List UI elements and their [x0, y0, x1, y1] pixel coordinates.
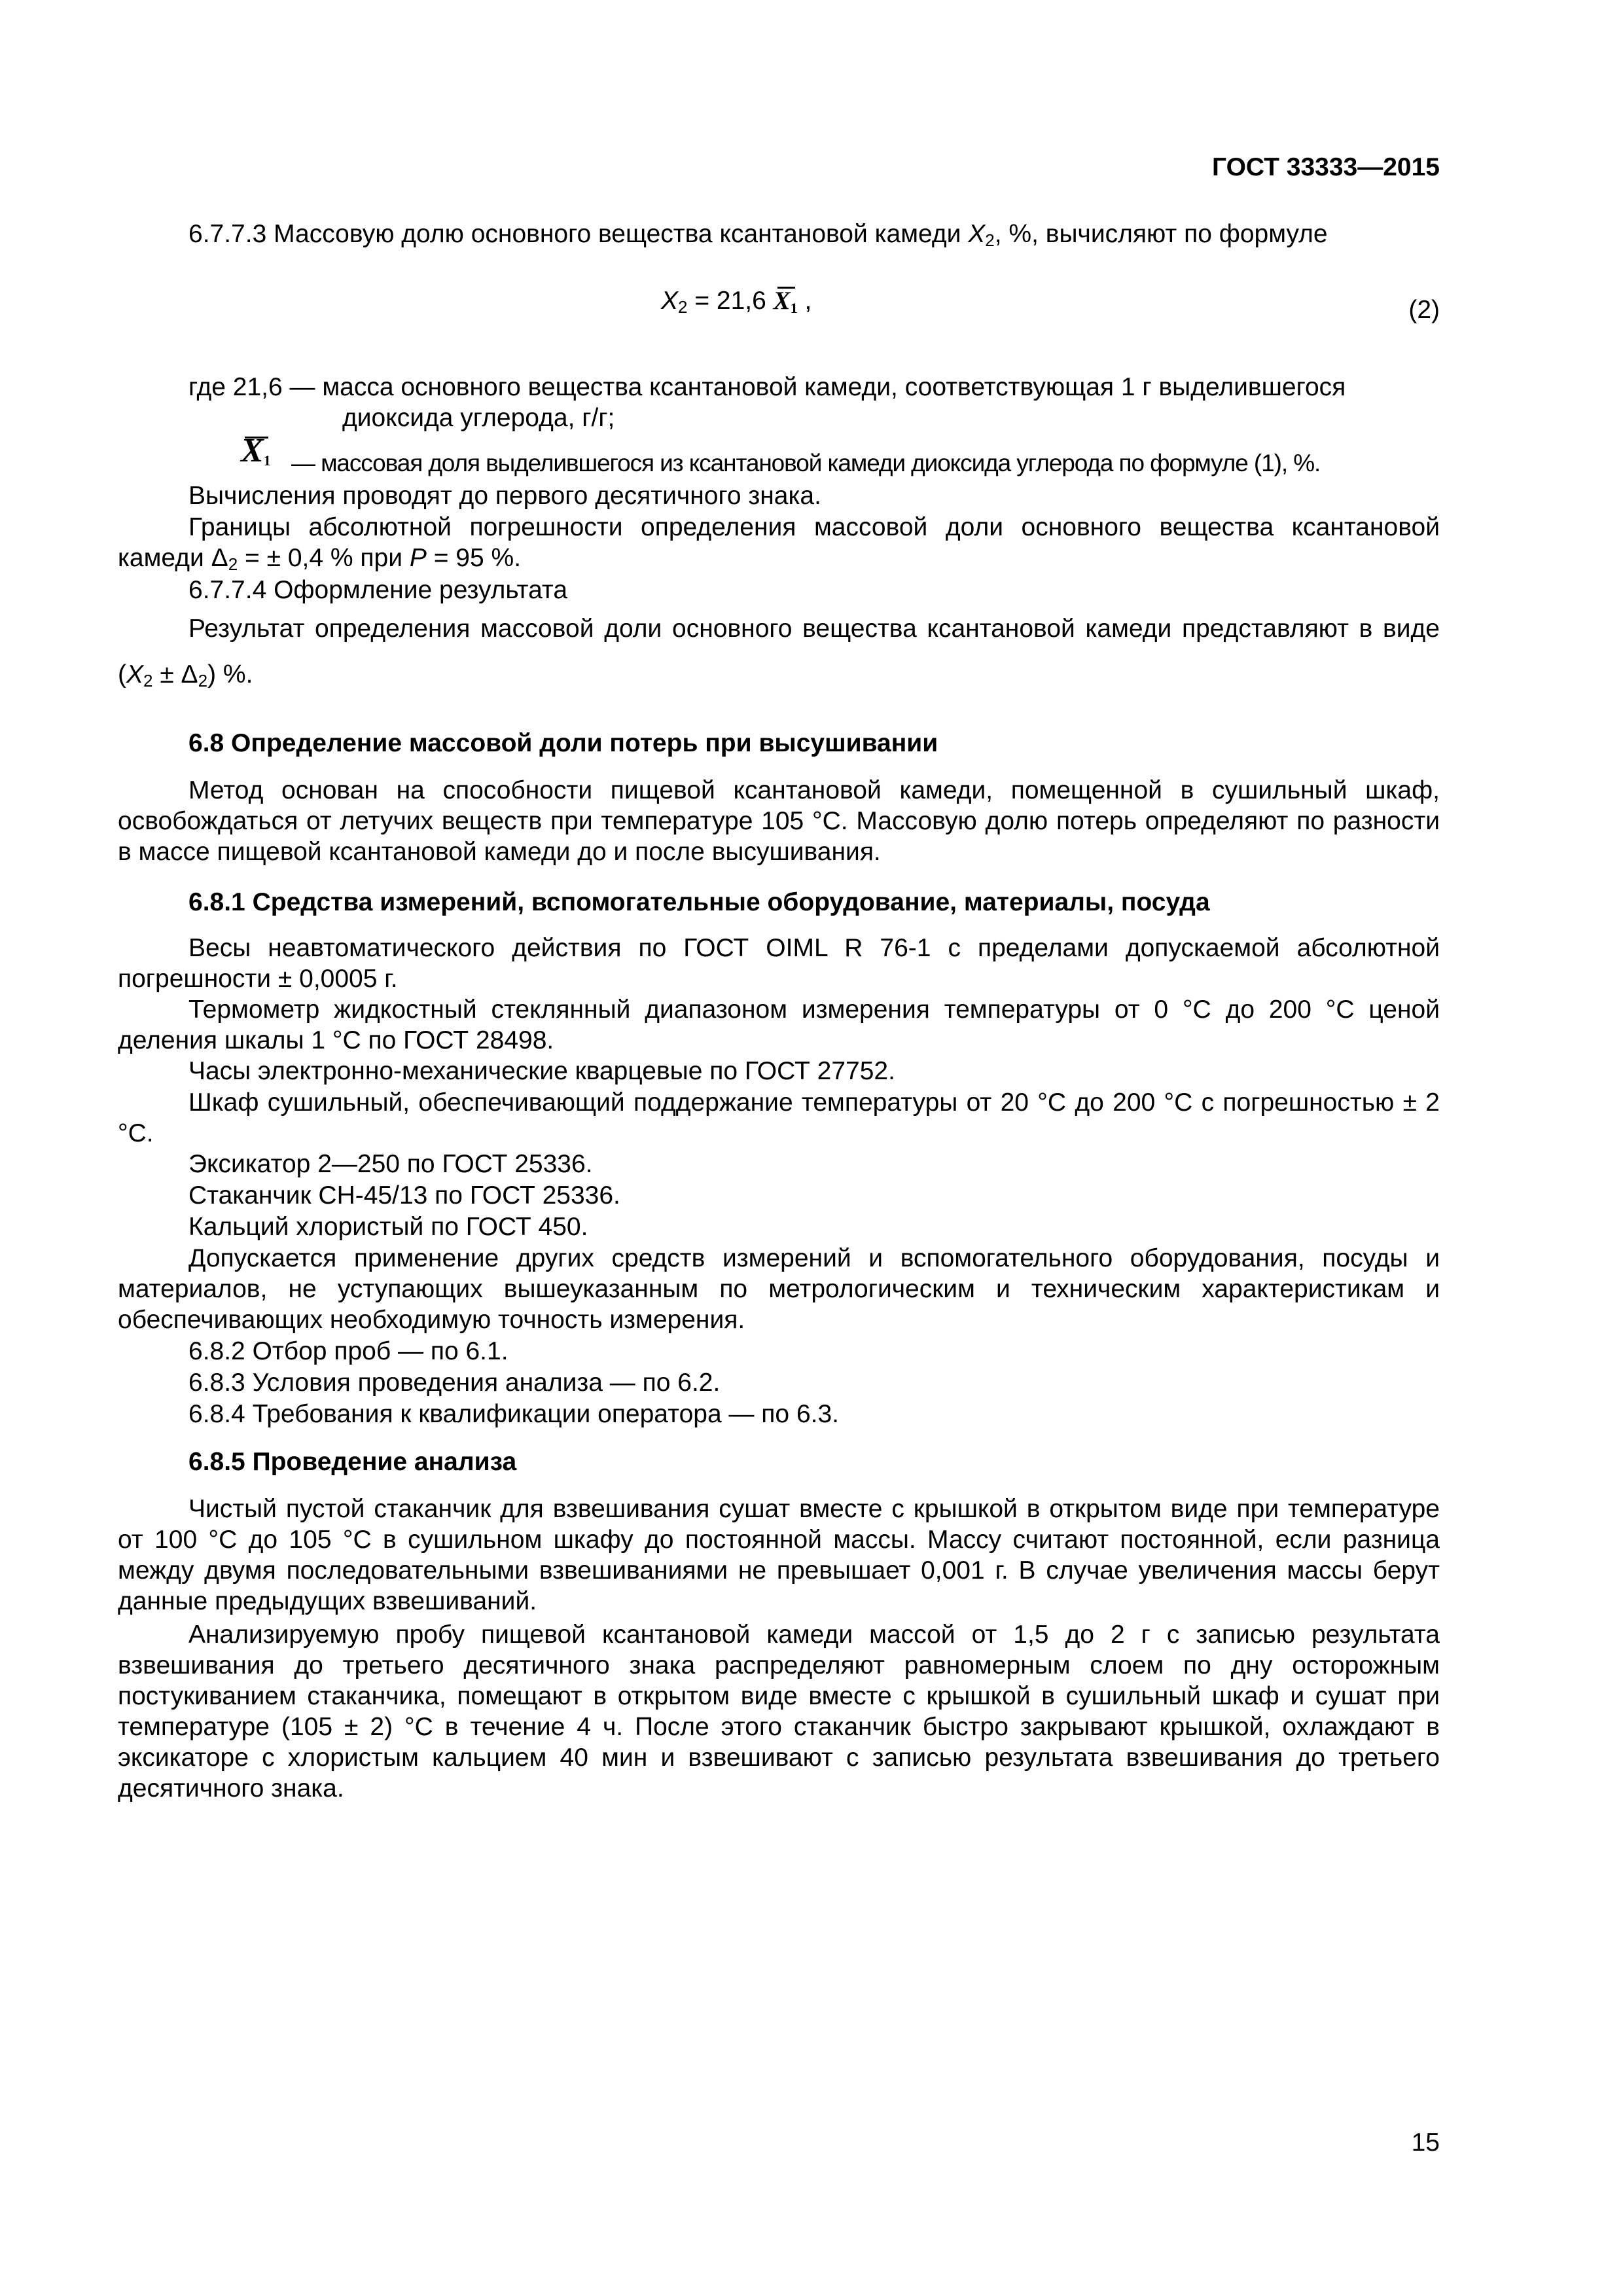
- section-68-body: Метод основан на способности пищевой ксантановой камеди, помещенной в сушильный шкаф, освобождаться от летучих веществ при температуре 105 °С. Массовую долю потерь определяют по разности в массе пищевой ксантановой камеди до и после высушивания.: [118, 776, 1440, 866]
- bounds-text: Границы абсолютной погрешности определения массовой доли основного вещества ксантановой камеди Δ: [118, 513, 1440, 572]
- var-sub: 2: [985, 230, 995, 250]
- section-6774-title: 6.7.7.4 Оформление результата: [188, 576, 568, 604]
- equipment-allowed: Допускается применение других средств измерений и вспомогательного оборудования, посуды и материалов, не уступающих вышеуказанным по метрологическим и техническим характеристикам и обеспечивающих необходимую точность измерения.: [118, 1244, 1440, 1334]
- page-number: 15: [1411, 2128, 1440, 2157]
- section-682: 6.8.2 Отбор проб — по 6.1.: [188, 1337, 508, 1365]
- formula-tail: ,: [797, 287, 812, 315]
- section-68-heading: 6.8 Определение массовой доли потерь при высушивании: [188, 729, 938, 757]
- document-header: ГОСТ 33333—2015: [1212, 153, 1440, 181]
- result-sub-2: 2: [198, 671, 208, 691]
- where-line-2: диоксида углерода, г/г;: [342, 404, 615, 432]
- bounds-text-c: = 95 %.: [426, 544, 522, 572]
- section-6773-intro: [188, 219, 1440, 249]
- formula-mid: = 21,6: [687, 287, 774, 315]
- section-6774-body: [118, 606, 1440, 698]
- equipment-scales: Весы неавтоматического действия по ГОСТ OIML R 76-1 с пределами допускаемой абсолютной погрешности ± 0,0005 г.: [118, 934, 1440, 993]
- formula-rhs-sub: 1: [790, 300, 798, 316]
- section-684: 6.8.4 Требования к квалификации оператора — по 6.3.: [188, 1400, 840, 1428]
- result-text-end: ) %.: [207, 660, 253, 689]
- section-685-paragraph-2: Анализируемую пробу пищевой ксантановой камеди массой от 1,5 до 2 г с записью результата взвешивания до третьего десятичного знака распределяют равномерным слоем по дну осторожным постукиванием стаканчика, помещают в открытом виде вместе с крышкой в сушильный шкаф и сушат при температуре (105 ± 2) °С в течение 4 ч. После этого стаканчик быстро закрывают крышкой, охлаждают в эксикаторе с хлористым кальцием 40 мин и взвешивают с записью результата взвешивания до третьего десятичного знака.: [118, 1621, 1440, 1803]
- where-x1-sub: 1: [263, 452, 271, 469]
- result-text: Результат определения массовой доли основного вещества ксантановой камеди представляют в виде (: [118, 615, 1440, 689]
- equipment-thermometer: Термометр жидкостный стеклянный диапазоном измерения температуры от 0 °С до 200 °С ценой деления шкалы 1 °С по ГОСТ 28498.: [118, 996, 1440, 1054]
- bounds-sub: 2: [228, 554, 238, 574]
- formula-lhs-sub: 2: [678, 297, 688, 317]
- bounds-text-b: = ± 0,4 % при: [238, 544, 410, 572]
- bounds-p-var: P: [409, 544, 427, 572]
- equipment-oven: Шкаф сушильный, обеспечивающий поддержание температуры от 20 °С до 200 °С с погрешностью ± 2 °С.: [118, 1088, 1440, 1147]
- where-x1-symbol: [241, 433, 271, 468]
- section-681-heading: 6.8.1 Средства измерений, вспомогательные оборудование, материалы, посуда: [188, 888, 1210, 916]
- where-clause: [188, 372, 1440, 433]
- equipment-desiccator: Эксикатор 2—250 по ГОСТ 25336.: [188, 1150, 593, 1178]
- var-x: X: [968, 220, 986, 248]
- formula-rhs-var: X: [773, 287, 791, 315]
- equipment-beaker: Стаканчик СН-45/13 по ГОСТ 25336.: [188, 1181, 620, 1210]
- section-685-heading: 6.8.5 Проведение анализа: [188, 1448, 517, 1476]
- result-mid: ± Δ: [152, 660, 198, 689]
- calc-note: Вычисления проводят до первого десятичного знака.: [188, 482, 821, 510]
- where-line-1: где 21,6 — масса основного вещества ксантановой камеди, соответствующая 1 г выделившегося: [188, 373, 1346, 401]
- equipment-clock: Часы электронно-механические кварцевые по ГОСТ 27752.: [188, 1057, 895, 1085]
- formula-2: [661, 285, 812, 316]
- intro-text-end: , %, вычисляют по формуле: [994, 220, 1328, 248]
- section-683: 6.8.3 Условия проведения анализа — по 6.2.: [188, 1369, 721, 1397]
- equipment-calcium: Кальций хлористый по ГОСТ 450.: [188, 1213, 588, 1241]
- result-sub-1: 2: [143, 671, 153, 691]
- formula-number: (2): [1408, 296, 1440, 324]
- result-var: X: [126, 660, 144, 689]
- formula-x1-mean: [774, 285, 798, 316]
- intro-text: 6.7.7.3 Массовую долю основного вещества ксантановой камеди: [188, 220, 969, 248]
- where-x1-var: X: [241, 432, 264, 469]
- bounds-paragraph: [118, 512, 1440, 573]
- section-685-paragraph-1: Чистый пустой стаканчик для взвешивания сушат вместе с крышкой в открытом виде при температуре от 100 °С до 105 °С в сушильном шкафу до постоянной массы. Массу считают постоянной, если разница между двумя последовательными взвешиваниями не превышает 0,001 г. В случае увеличения массы берут данные предыдущих взвешиваний.: [118, 1495, 1440, 1615]
- formula-lhs-var: X: [661, 287, 679, 315]
- where-x1-text: — массовая доля выделившегося из ксантановой камеди диоксида углерода по формуле (1), %.: [291, 450, 1321, 476]
